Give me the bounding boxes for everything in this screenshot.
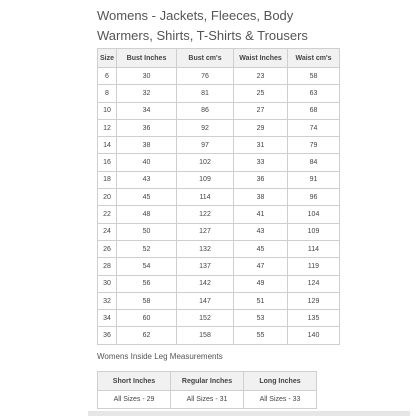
table-row	[98, 258, 340, 275]
cell-bust-inches: 48	[117, 206, 177, 223]
cell-waist-cm: 63	[288, 85, 340, 102]
cell-size: 6	[98, 68, 117, 85]
header-regular-inches: Regular Inches	[171, 372, 244, 391]
size-table-header-row	[98, 49, 340, 68]
cell-size: 30	[98, 275, 117, 292]
table-row	[98, 206, 340, 223]
table-row	[98, 85, 340, 102]
cell-bust-inches: 60	[117, 310, 177, 327]
size-table-body	[98, 68, 340, 345]
header-bust-inches: Bust Inches	[117, 49, 177, 68]
cell-waist-inches: 38	[234, 189, 288, 206]
size-table	[97, 48, 340, 345]
cell-bust-cm: 76	[177, 68, 234, 85]
cell-waist-cm: 109	[288, 223, 340, 240]
cell-waist-cm: 114	[288, 240, 340, 257]
header-long-inches: Long Inches	[244, 372, 317, 391]
cell-waist-cm: 96	[288, 189, 340, 206]
cell-waist-cm: 140	[288, 327, 340, 344]
cell-bust-cm: 158	[177, 327, 234, 344]
leg-regular-value: All Sizes - 31	[171, 391, 244, 409]
cell-waist-inches: 45	[234, 240, 288, 257]
table-row	[98, 68, 340, 85]
cell-bust-inches: 54	[117, 258, 177, 275]
cell-bust-cm: 152	[177, 310, 234, 327]
table-row	[98, 102, 340, 119]
table-row	[98, 171, 340, 188]
cell-size: 14	[98, 137, 117, 154]
cell-waist-cm: 68	[288, 102, 340, 119]
cell-size: 18	[98, 171, 117, 188]
table-row	[98, 275, 340, 292]
leg-table-row	[98, 391, 317, 409]
table-row	[98, 292, 340, 309]
cell-waist-inches: 36	[234, 171, 288, 188]
cell-waist-inches: 53	[234, 310, 288, 327]
cell-bust-inches: 36	[117, 119, 177, 136]
table-row	[98, 310, 340, 327]
cell-size: 24	[98, 223, 117, 240]
horizontal-scrollbar[interactable]	[88, 411, 410, 416]
cell-bust-cm: 109	[177, 171, 234, 188]
cell-size: 26	[98, 240, 117, 257]
cell-waist-inches: 31	[234, 137, 288, 154]
cell-waist-inches: 41	[234, 206, 288, 223]
cell-waist-cm: 124	[288, 275, 340, 292]
table-row	[98, 223, 340, 240]
cell-bust-cm: 86	[177, 102, 234, 119]
cell-bust-cm: 102	[177, 154, 234, 171]
cell-waist-inches: 43	[234, 223, 288, 240]
cell-bust-cm: 137	[177, 258, 234, 275]
cell-bust-inches: 56	[117, 275, 177, 292]
cell-waist-cm: 79	[288, 137, 340, 154]
table-row	[98, 119, 340, 136]
cell-bust-cm: 122	[177, 206, 234, 223]
table-row	[98, 327, 340, 344]
header-size: Size	[98, 49, 117, 68]
cell-bust-cm: 92	[177, 119, 234, 136]
cell-size: 22	[98, 206, 117, 223]
cell-size: 20	[98, 189, 117, 206]
cell-bust-cm: 142	[177, 275, 234, 292]
table-row	[98, 240, 340, 257]
cell-waist-cm: 135	[288, 310, 340, 327]
cell-waist-cm: 74	[288, 119, 340, 136]
table-row	[98, 189, 340, 206]
cell-bust-cm: 127	[177, 223, 234, 240]
cell-waist-cm: 58	[288, 68, 340, 85]
cell-bust-inches: 32	[117, 85, 177, 102]
cell-size: 34	[98, 310, 117, 327]
cell-waist-inches: 27	[234, 102, 288, 119]
cell-waist-cm: 104	[288, 206, 340, 223]
cell-waist-cm: 91	[288, 171, 340, 188]
header-bust-cm: Bust cm's	[177, 49, 234, 68]
cell-bust-cm: 147	[177, 292, 234, 309]
cell-size: 28	[98, 258, 117, 275]
cell-size: 8	[98, 85, 117, 102]
cell-size: 36	[98, 327, 117, 344]
cell-bust-inches: 34	[117, 102, 177, 119]
cell-waist-inches: 33	[234, 154, 288, 171]
cell-waist-inches: 25	[234, 85, 288, 102]
cell-bust-cm: 132	[177, 240, 234, 257]
leg-table-header-row	[98, 372, 317, 391]
cell-waist-cm: 119	[288, 258, 340, 275]
cell-size: 12	[98, 119, 117, 136]
cell-waist-cm: 84	[288, 154, 340, 171]
header-waist-cm: Waist cm's	[288, 49, 340, 68]
cell-size: 16	[98, 154, 117, 171]
leg-short-value: All Sizes - 29	[98, 391, 171, 409]
cell-bust-cm: 97	[177, 137, 234, 154]
page-title: Womens - Jackets, Fleeces, Body Warmers, Shirts, T-Shirts & Trousers	[97, 8, 308, 43]
leg-long-value: All Sizes - 33	[244, 391, 317, 409]
cell-bust-inches: 43	[117, 171, 177, 188]
cell-bust-inches: 30	[117, 68, 177, 85]
cell-waist-inches: 29	[234, 119, 288, 136]
cell-bust-inches: 62	[117, 327, 177, 344]
cell-waist-cm: 129	[288, 292, 340, 309]
cell-waist-inches: 51	[234, 292, 288, 309]
cell-bust-cm: 81	[177, 85, 234, 102]
cell-bust-inches: 52	[117, 240, 177, 257]
table-row	[98, 137, 340, 154]
header-short-inches: Short Inches	[98, 372, 171, 391]
cell-bust-inches: 40	[117, 154, 177, 171]
cell-bust-cm: 114	[177, 189, 234, 206]
header-waist-inches: Waist Inches	[234, 49, 288, 68]
cell-waist-inches: 55	[234, 327, 288, 344]
cell-waist-inches: 47	[234, 258, 288, 275]
cell-bust-inches: 45	[117, 189, 177, 206]
cell-bust-inches: 38	[117, 137, 177, 154]
cell-size: 32	[98, 292, 117, 309]
cell-bust-inches: 58	[117, 292, 177, 309]
cell-waist-inches: 49	[234, 275, 288, 292]
table-row	[98, 154, 340, 171]
cell-waist-inches: 23	[234, 68, 288, 85]
leg-table	[97, 371, 317, 409]
cell-size: 10	[98, 102, 117, 119]
cell-bust-inches: 50	[117, 223, 177, 240]
leg-measurements-title: Womens Inside Leg Measurements	[97, 352, 223, 361]
